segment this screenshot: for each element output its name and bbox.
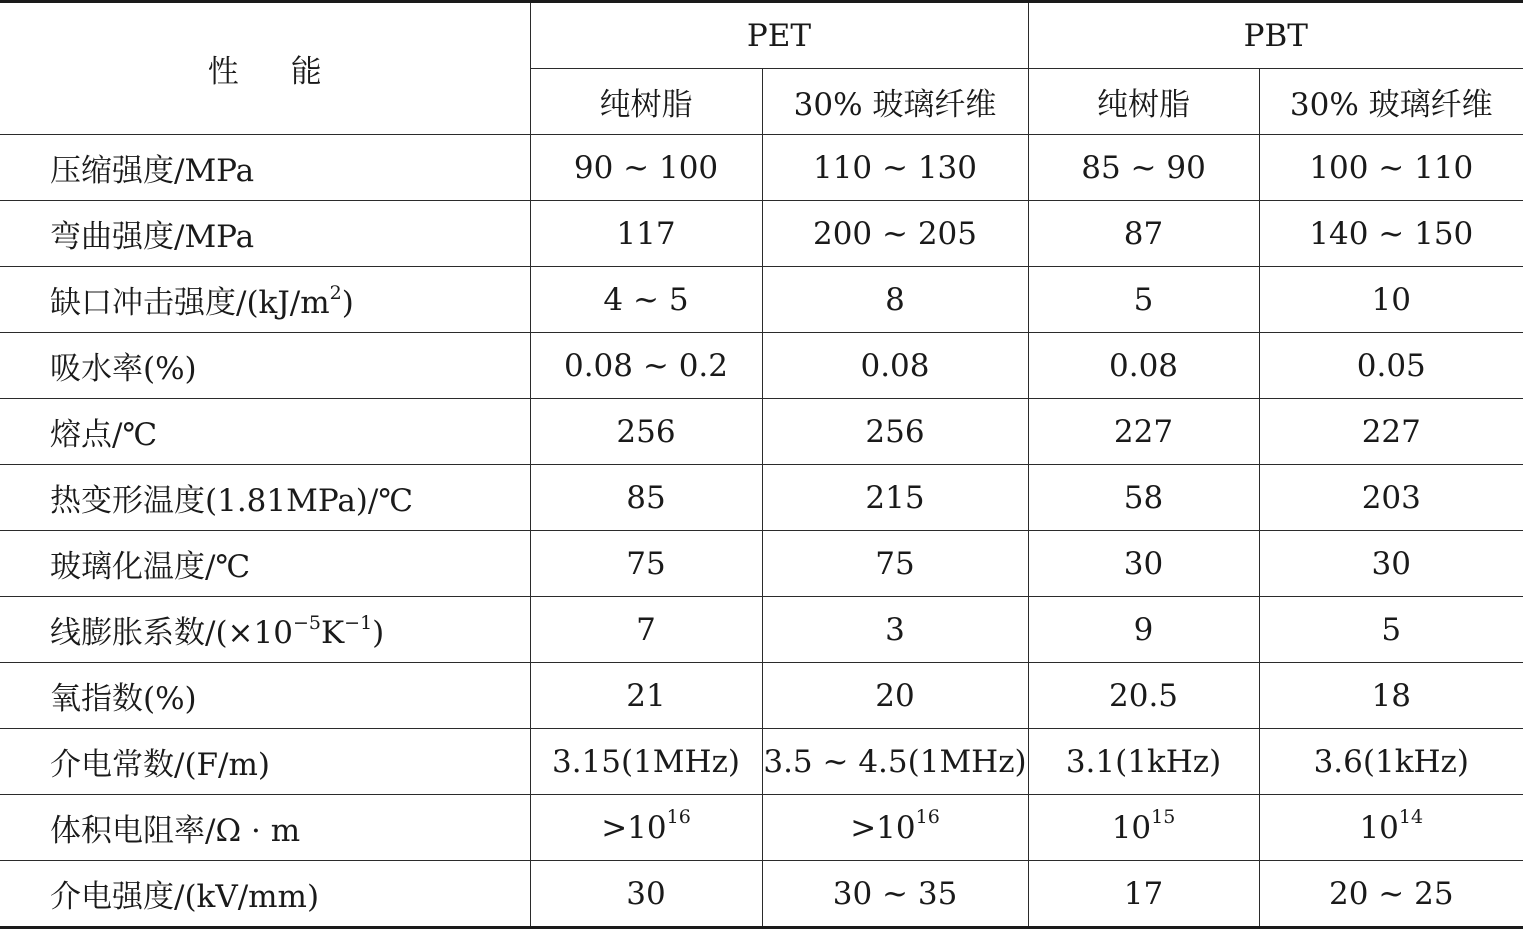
value-exponent: 15: [1151, 806, 1176, 829]
cell-value: 3.5 ~ 4.5(1MHz): [762, 729, 1028, 795]
cell-value: 21: [530, 663, 762, 729]
table-row: [0, 399, 1523, 465]
cell-value: 0.08 ~ 0.2: [530, 333, 762, 399]
row-label-text-end: ): [372, 615, 385, 651]
table-row: [0, 135, 1523, 201]
cell-value: 3.15(1MHz): [530, 729, 762, 795]
table-row: [0, 201, 1523, 267]
value-base: >10: [601, 809, 667, 846]
cell-value: 4 ~ 5: [530, 267, 762, 333]
row-label: 介电常数/(F/m): [0, 729, 530, 795]
row-label-superscript-2: −1: [344, 611, 373, 634]
cell-value: 30: [530, 861, 762, 928]
cell-value: 256: [762, 399, 1028, 465]
cell-value: 30: [1028, 531, 1259, 597]
subheader-pet-neat: 纯树脂: [530, 69, 762, 135]
cell-value: 18: [1259, 663, 1523, 729]
row-label: 熔点/℃: [0, 399, 530, 465]
cell-value: 3.1(1kHz): [1028, 729, 1259, 795]
cell-value: 20 ~ 25: [1259, 861, 1523, 928]
property-header: [0, 2, 530, 135]
row-label: 介电强度/(kV/mm): [0, 861, 530, 928]
cell-value: 75: [530, 531, 762, 597]
cell-value: 0.05: [1259, 333, 1523, 399]
cell-value: 58: [1028, 465, 1259, 531]
group-header-pbt: PBT: [1028, 2, 1523, 69]
cell-value: 227: [1028, 399, 1259, 465]
group-header-pet: PET: [530, 2, 1028, 69]
cell-value: 215: [762, 465, 1028, 531]
cell-value: 30: [1259, 531, 1523, 597]
cell-value: 90 ~ 100: [530, 135, 762, 201]
subheader-pbt-neat: 纯树脂: [1028, 69, 1259, 135]
row-label: 玻璃化温度/℃: [0, 531, 530, 597]
cell-value: 8: [762, 267, 1028, 333]
value-exponent: 16: [915, 806, 940, 829]
cell-value: 3.6(1kHz): [1259, 729, 1523, 795]
table-row: [0, 465, 1523, 531]
cell-value: 20.5: [1028, 663, 1259, 729]
row-label: 体积电阻率/Ω · m: [0, 795, 530, 861]
table-row: [0, 663, 1523, 729]
value-base: >10: [850, 809, 916, 846]
row-label: [0, 597, 530, 663]
cell-value: 200 ~ 205: [762, 201, 1028, 267]
cell-value: 10: [1259, 267, 1523, 333]
value-base: 10: [1359, 809, 1399, 846]
cell-value: 85: [530, 465, 762, 531]
row-label-unit: K: [320, 615, 345, 651]
cell-value: [1259, 795, 1523, 861]
table-row: [0, 531, 1523, 597]
row-label-superscript: 2: [329, 281, 342, 304]
cell-value: [530, 795, 762, 861]
row-label: 弯曲强度/MPa: [0, 201, 530, 267]
table-row: [0, 597, 1523, 663]
cell-value: 0.08: [1028, 333, 1259, 399]
row-label: [0, 267, 530, 333]
cell-value: 140 ~ 150: [1259, 201, 1523, 267]
table-row: [0, 333, 1523, 399]
cell-value: 110 ~ 130: [762, 135, 1028, 201]
cell-value: 117: [530, 201, 762, 267]
row-label: 吸水率(%): [0, 333, 530, 399]
subheader-pet-glass: 30% 玻璃纤维: [762, 69, 1028, 135]
cell-value: 256: [530, 399, 762, 465]
table-row: [0, 729, 1523, 795]
cell-value: 227: [1259, 399, 1523, 465]
row-label-text: 缺口冲击强度/(kJ/m: [50, 285, 330, 321]
cell-value: 17: [1028, 861, 1259, 928]
cell-value: 75: [762, 531, 1028, 597]
cell-value: 30 ~ 35: [762, 861, 1028, 928]
subheader-pbt-glass: 30% 玻璃纤维: [1259, 69, 1523, 135]
row-label-text-end: ): [341, 285, 354, 321]
table-row: [0, 861, 1523, 928]
cell-value: 203: [1259, 465, 1523, 531]
table-row: [0, 267, 1523, 333]
cell-value: 20: [762, 663, 1028, 729]
cell-value: 5: [1259, 597, 1523, 663]
cell-value: [1028, 795, 1259, 861]
cell-value: 3: [762, 597, 1028, 663]
table-row: [0, 795, 1523, 861]
value-exponent: 14: [1398, 806, 1424, 829]
cell-value: 7: [530, 597, 762, 663]
value-base: 10: [1111, 809, 1152, 846]
property-header-part2: 能: [290, 54, 322, 90]
value-exponent: 16: [666, 806, 691, 829]
header-row-groups: [0, 2, 1523, 69]
row-label-text: 线膨胀系数/(×10: [50, 615, 293, 651]
row-label: 压缩强度/MPa: [0, 135, 530, 201]
row-label: 氧指数(%): [0, 663, 530, 729]
cell-value: [762, 795, 1028, 861]
cell-value: 87: [1028, 201, 1259, 267]
cell-value: 0.08: [762, 333, 1028, 399]
cell-value: 100 ~ 110: [1259, 135, 1523, 201]
cell-value: 9: [1028, 597, 1259, 663]
property-header-part1: 性: [207, 54, 239, 90]
row-label: 热变形温度(1.81MPa)/℃: [0, 465, 530, 531]
cell-value: 85 ~ 90: [1028, 135, 1259, 201]
cell-value: 5: [1028, 267, 1259, 333]
row-label-superscript: −5: [292, 611, 321, 634]
